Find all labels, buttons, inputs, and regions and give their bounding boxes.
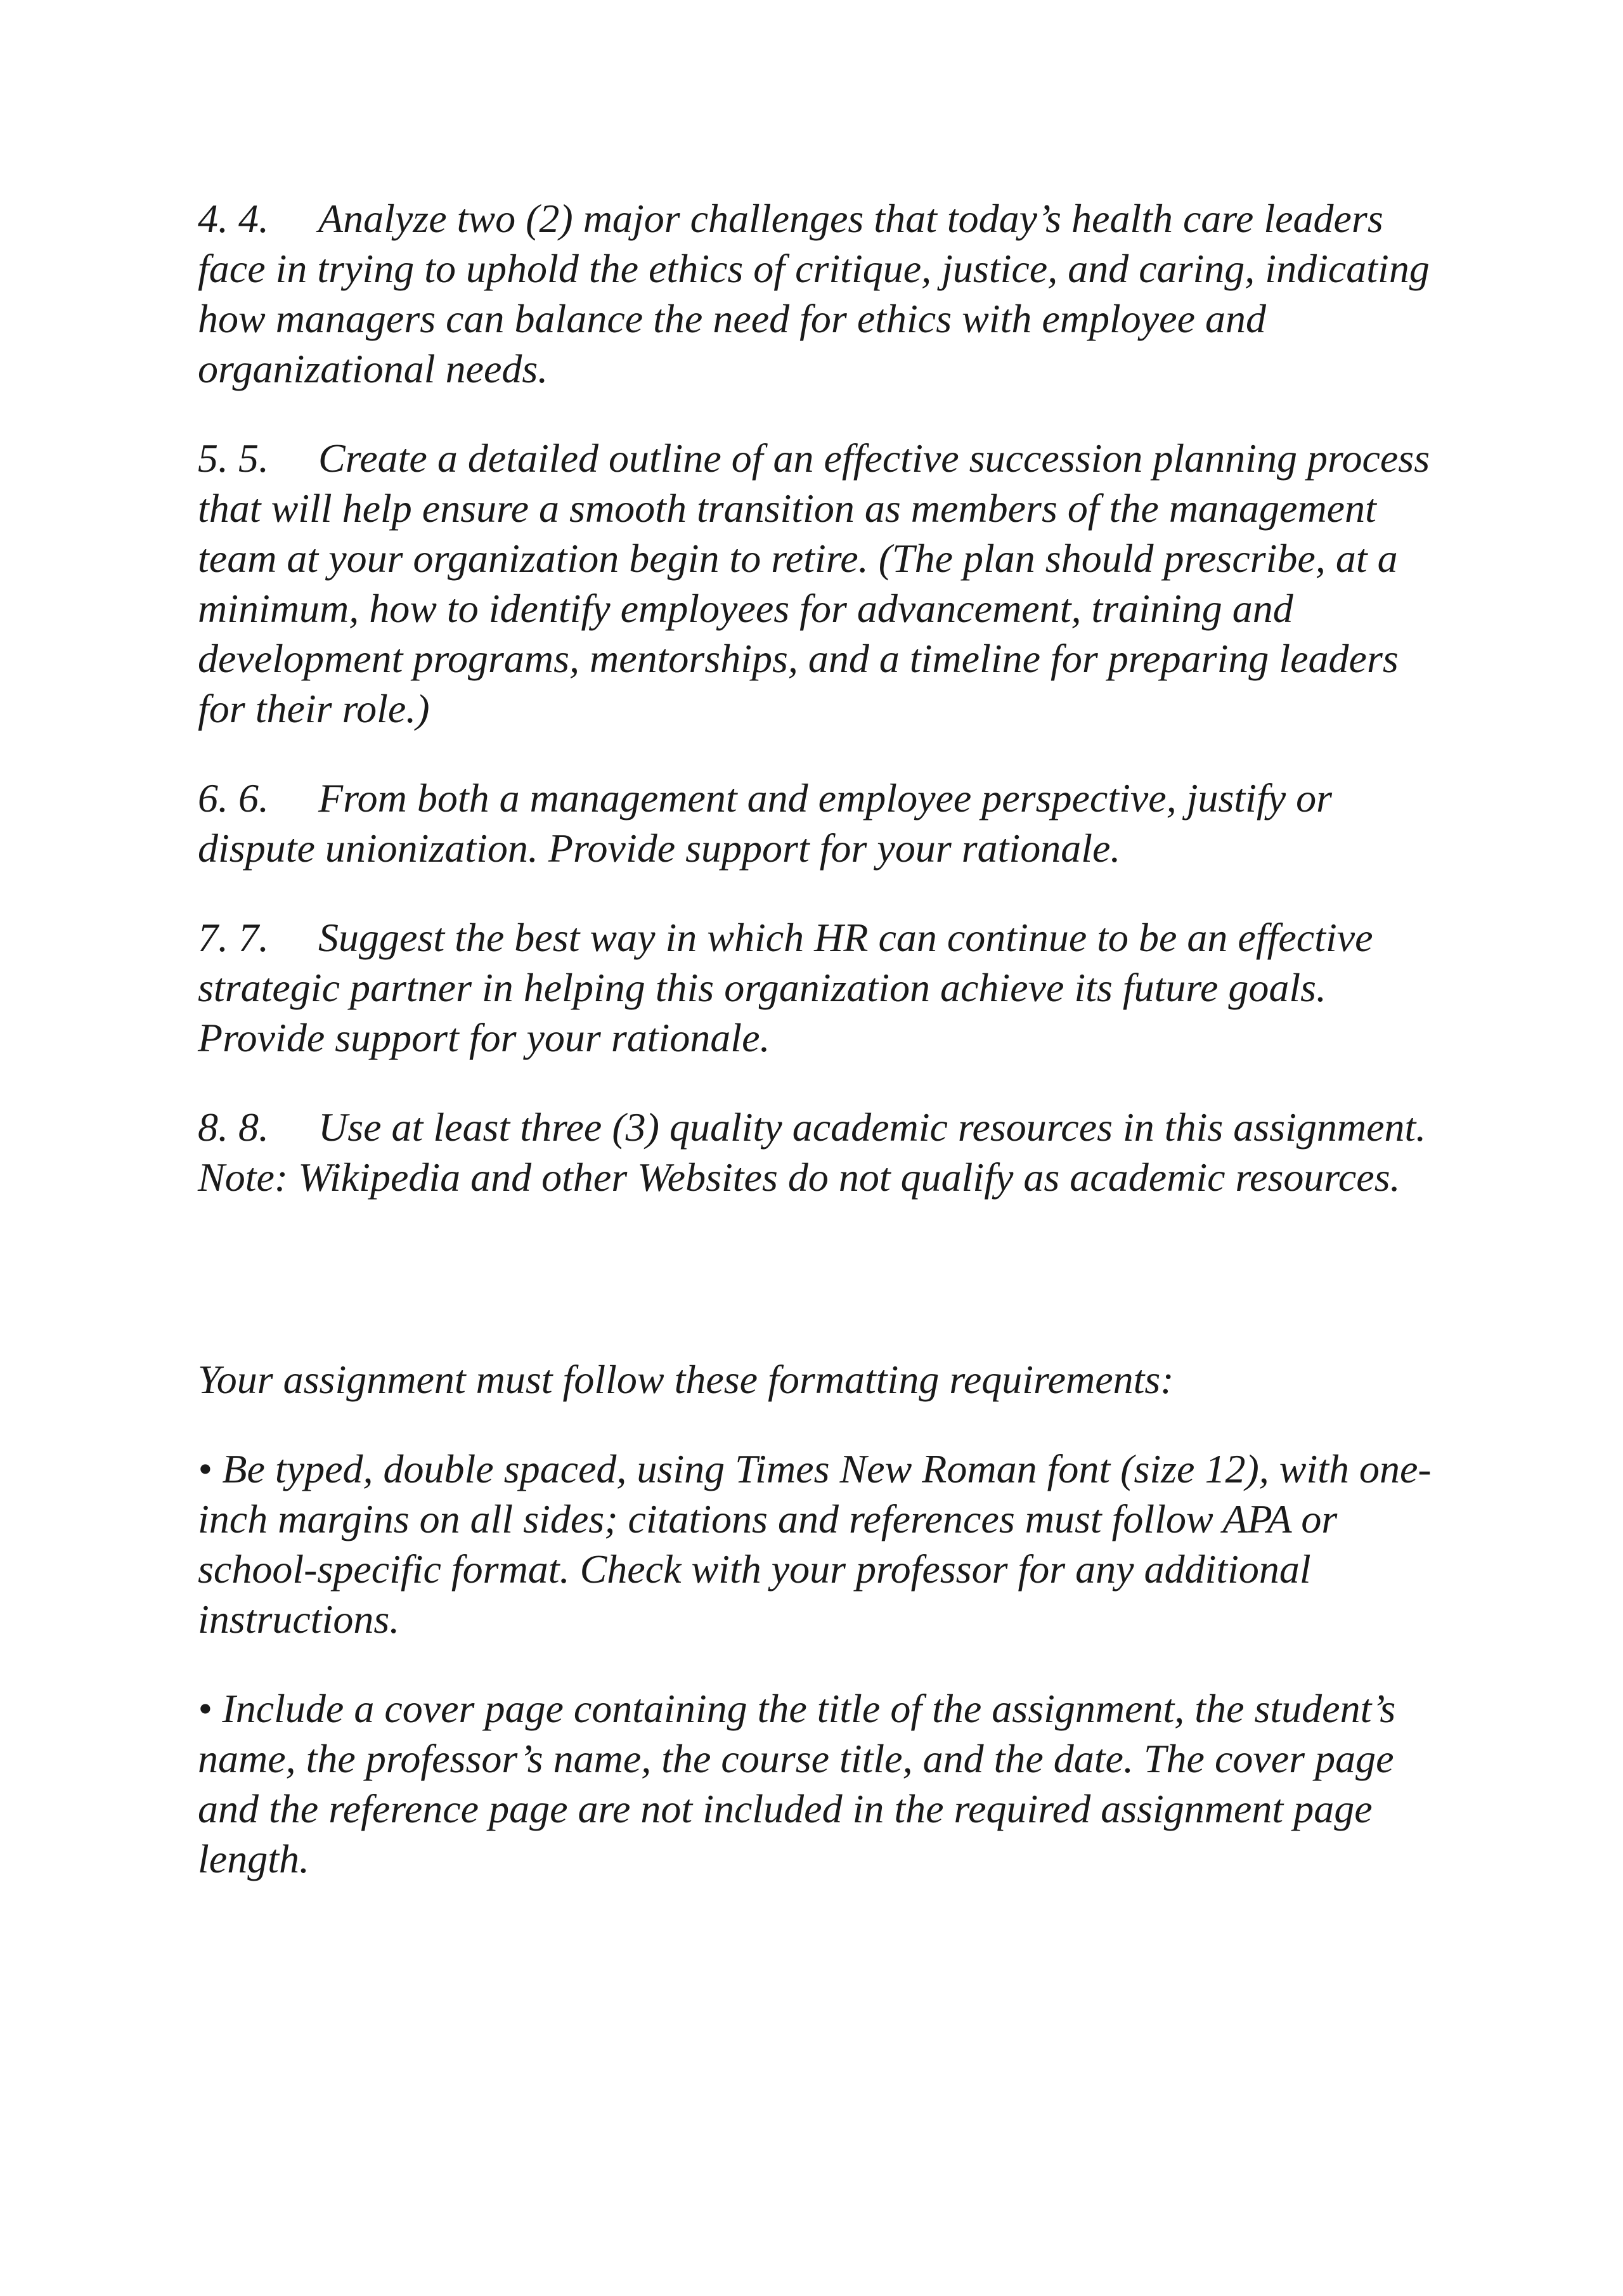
list-item-8 xyxy=(198,1102,1453,1202)
item-number: 7. 7. xyxy=(198,915,269,960)
item-number: 4. 4. xyxy=(198,196,269,241)
formatting-bullet: • Include a cover page containing the title of the assignment, the student’s name, the professor’s name, the course title, and the date. The cover page and the reference page are not included in the required assignment page length. xyxy=(198,1686,1396,1881)
document-body xyxy=(198,193,1453,1923)
item-text: Suggest the best way in which HR can continue to be an effective strategic partner in helping this organization achieve its future goals. Provide support for your rationale. xyxy=(198,915,1373,1060)
list-item-7 xyxy=(198,912,1453,1063)
list-item-5 xyxy=(198,433,1453,734)
list-item-4 xyxy=(198,193,1453,394)
item-number: 8. 8. xyxy=(198,1105,269,1150)
item-text: From both a management and employee perspective, justify or dispute unionization. Provide support for your rationale. xyxy=(198,775,1333,871)
formatting-heading: Your assignment must follow these formatting requirements: xyxy=(198,1357,1174,1402)
section-spacer xyxy=(198,1242,1453,1354)
formatting-bullet: • Be typed, double spaced, using Times New Roman font (size 12), with one-inch margins on all sides; citations and references must follow APA or school-specific format. Check with your professor for any additional instructions. xyxy=(198,1446,1432,1642)
item-number: 6. 6. xyxy=(198,775,269,820)
item-text: Analyze two (2) major challenges that today’s health care leaders face in trying to uphold the ethics of critique, justice, and caring, indicating how managers can balance the need for ethics with employee and organizational needs. xyxy=(198,196,1430,391)
item-text: Create a detailed outline of an effective succession planning process that will help ensure a smooth transition as members of the management team at your organization begin to retire. (The plan should prescribe, at a minimum, how to identify employees for advancement, training and development programs, mentorships, and a timeline for preparing leaders for their role.) xyxy=(198,436,1430,731)
list-item-6 xyxy=(198,773,1453,873)
item-number: 5. 5. xyxy=(198,436,269,481)
item-text: Use at least three (3) quality academic resources in this assignment. Note: Wikipedia and other Websites do not qualify as academic resources. xyxy=(198,1105,1426,1200)
